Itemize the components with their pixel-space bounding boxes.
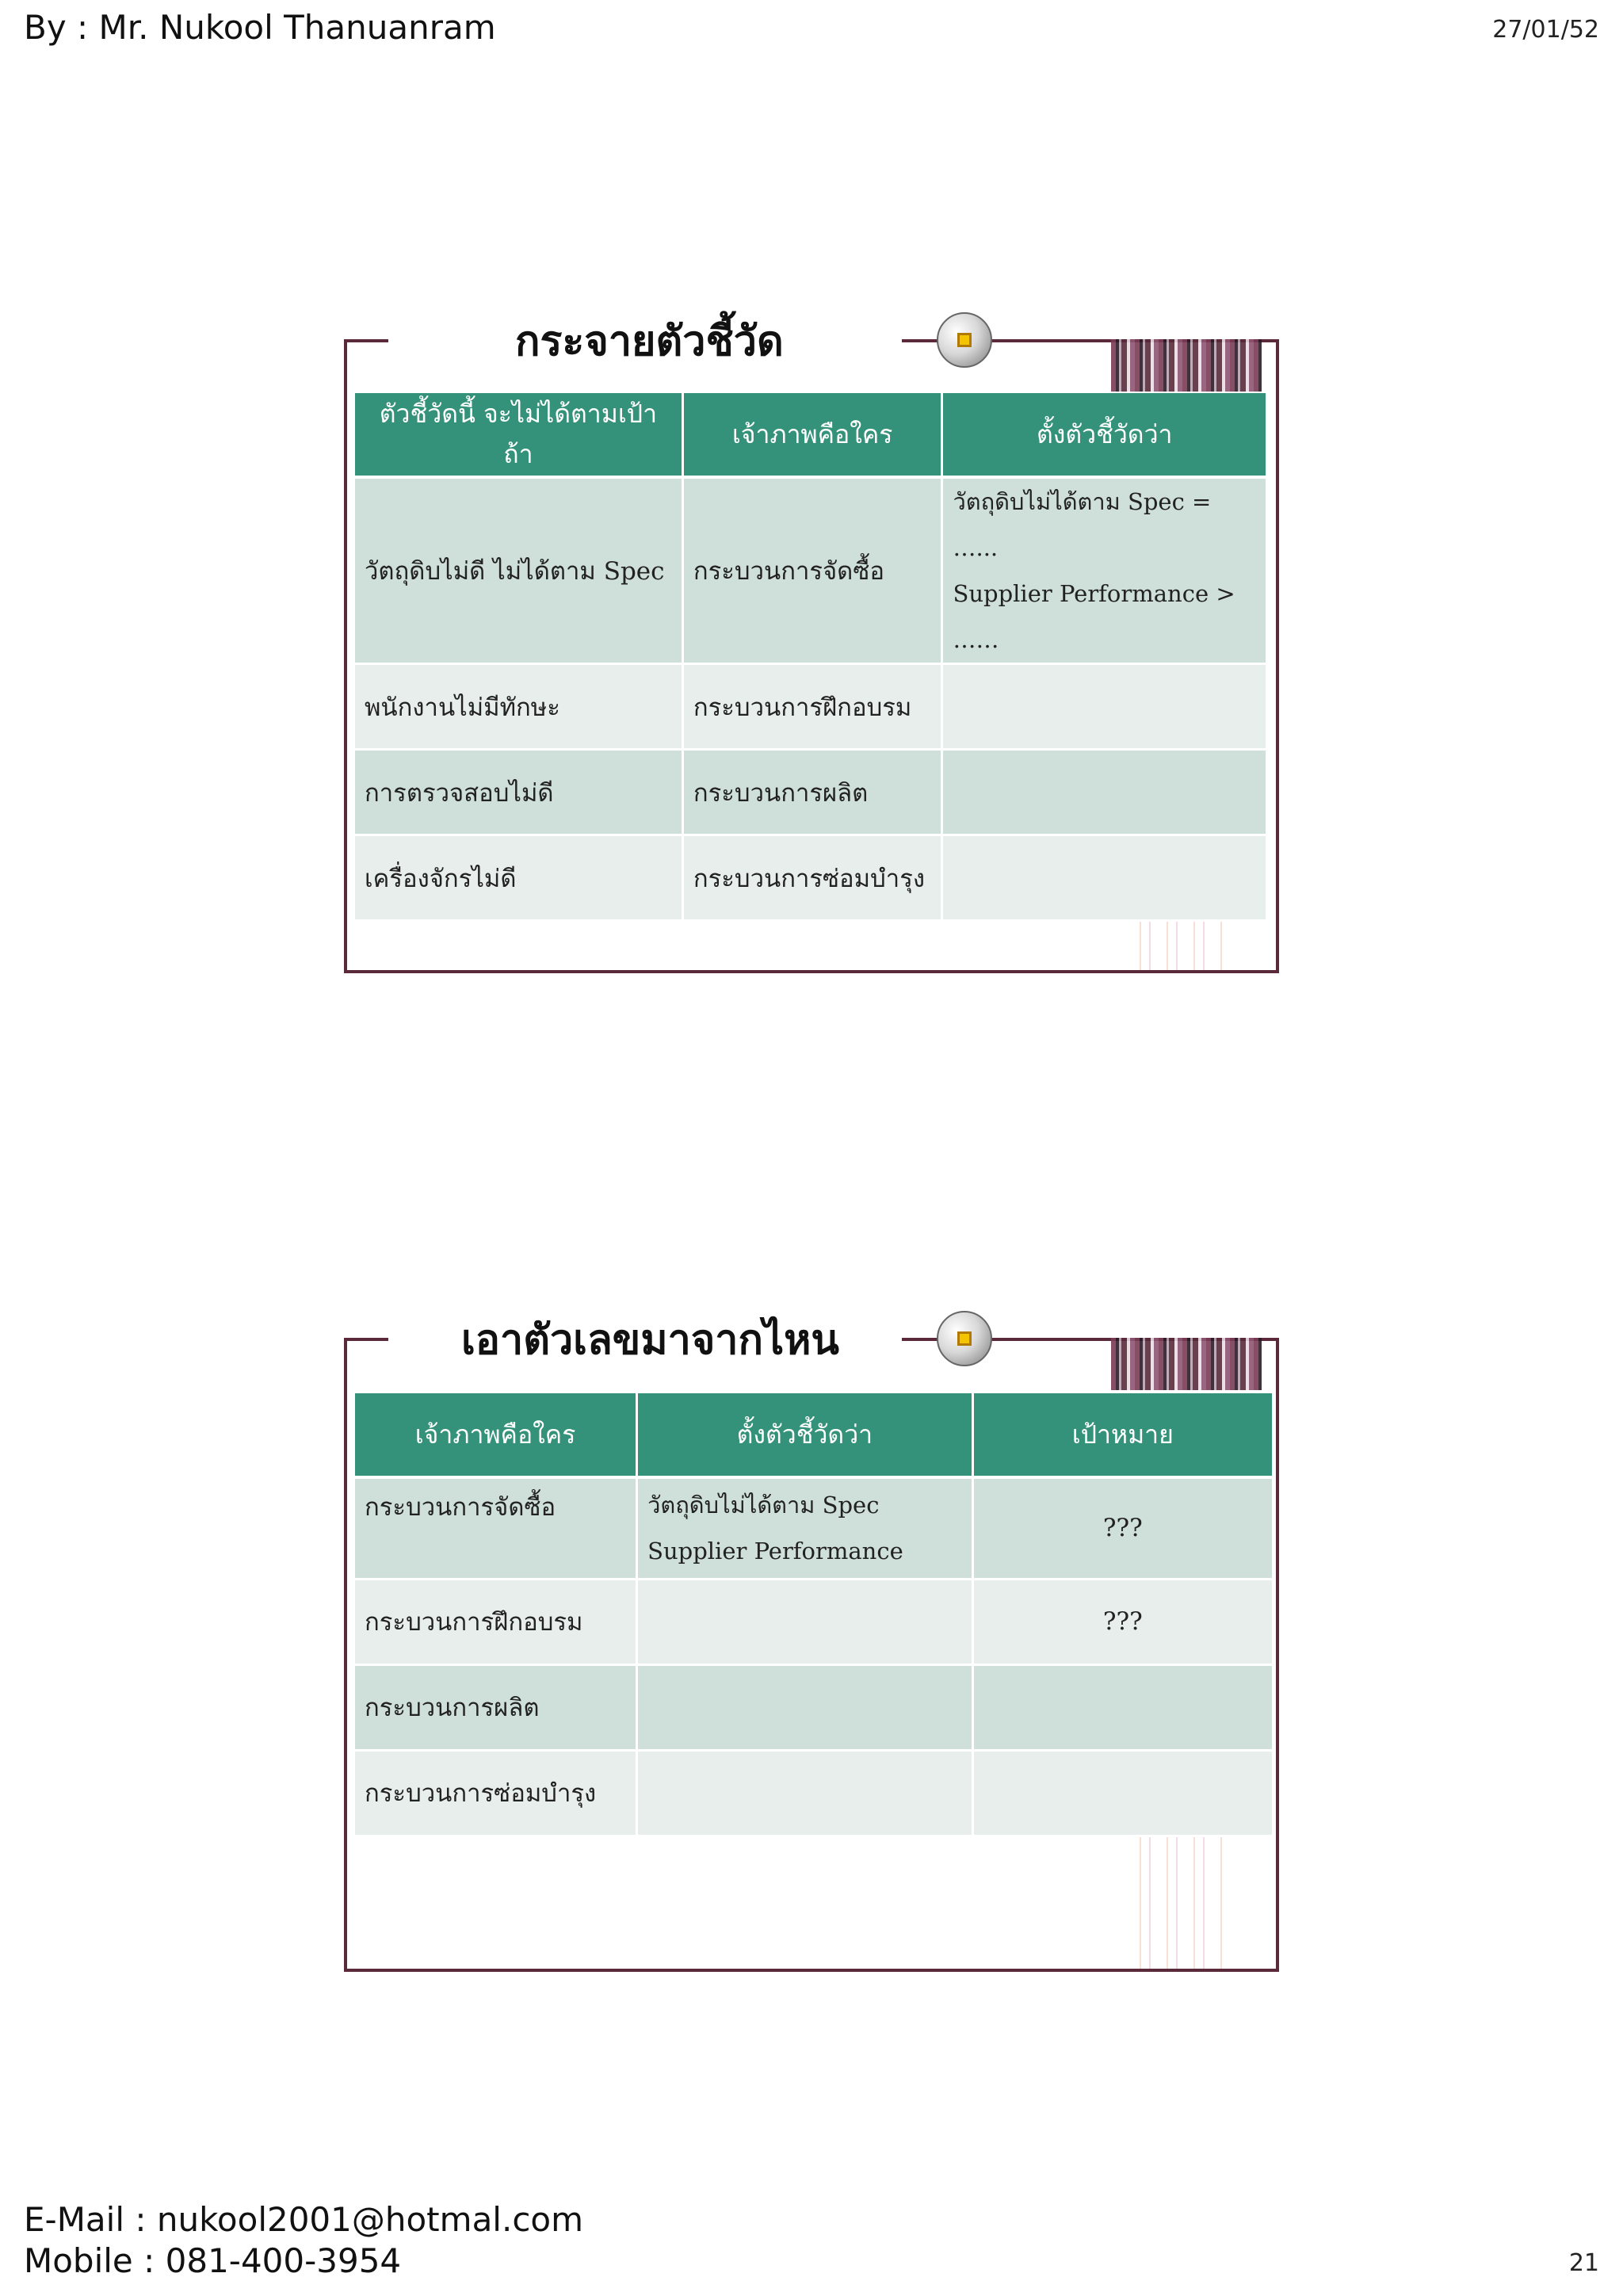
decorative-stripes bbox=[1133, 1834, 1228, 1969]
indicator-table bbox=[355, 393, 1268, 922]
column-header: เจ้าภาพคือใคร bbox=[355, 1393, 637, 1477]
bullet-icon bbox=[937, 312, 992, 368]
table-cell: ??? bbox=[972, 1477, 1273, 1579]
table-row bbox=[355, 1477, 1274, 1579]
table-cell: วัตถุดิบไม่ดี ไม่ได้ตาม Spec bbox=[355, 477, 682, 664]
table-cell: กระบวนการซ่อมบำรุง bbox=[682, 835, 942, 921]
table-cell: กระบวนการฝึกอบรม bbox=[682, 664, 942, 750]
table-cell: กระบวนการผลิต bbox=[355, 1664, 637, 1750]
footer-email: E-Mail : nukool2001@hotmal.com bbox=[24, 2200, 584, 2239]
table-cell: ??? bbox=[972, 1579, 1273, 1664]
table-cell bbox=[972, 1664, 1273, 1750]
slide-frame-line bbox=[344, 339, 388, 342]
table-cell: กระบวนการจัดซื้อ bbox=[682, 477, 942, 664]
table-cell bbox=[942, 750, 1267, 835]
table-cell bbox=[637, 1477, 973, 1579]
cell-line: วัตถุดิบไม่ได้ตาม Spec = …... bbox=[953, 488, 1212, 561]
slide-1-title: กระจายตัวชี้วัด bbox=[515, 318, 784, 365]
table-cell: พนักงานไม่มีทักษะ bbox=[355, 664, 682, 750]
table-cell: กระบวนการฝึกอบรม bbox=[355, 1579, 637, 1664]
table-cell bbox=[637, 1664, 973, 1750]
slide-2 bbox=[344, 1316, 1279, 1972]
table-cell: เครื่องจักรไม่ดี bbox=[355, 835, 682, 921]
bullet-icon bbox=[937, 1311, 992, 1366]
footer-mobile: Mobile : 081-400-3954 bbox=[24, 2241, 402, 2280]
column-header: ตั้งตัวชี้วัดว่า bbox=[637, 1393, 973, 1477]
table-cell: กระบวนการจัดซื้อ bbox=[355, 1477, 637, 1579]
slide-frame-line bbox=[344, 1338, 388, 1341]
table-cell bbox=[942, 835, 1267, 921]
table-cell bbox=[942, 477, 1267, 664]
table-cell bbox=[637, 1750, 973, 1836]
table-row bbox=[355, 1664, 1274, 1750]
slide-1 bbox=[344, 318, 1279, 973]
decorative-stripes bbox=[1111, 1338, 1262, 1390]
cell-line: Supplier Performance bbox=[647, 1538, 903, 1565]
table-cell bbox=[637, 1579, 973, 1664]
date-header: 27/01/52 bbox=[1492, 16, 1599, 44]
column-header: ตัวชี้วัดนี้ จะไม่ได้ตามเป้า ถ้า bbox=[355, 393, 682, 477]
table-cell bbox=[972, 1750, 1273, 1836]
slide-2-title: เอาตัวเลขมาจากไหน bbox=[461, 1316, 839, 1364]
table-row bbox=[355, 477, 1267, 664]
column-header: เป้าหมาย bbox=[972, 1393, 1273, 1477]
target-table bbox=[355, 1393, 1274, 1837]
table-row bbox=[355, 750, 1267, 835]
table-cell bbox=[942, 664, 1267, 750]
author-header: By : Mr. Nukool Thanuanram bbox=[24, 8, 496, 47]
table-row bbox=[355, 1750, 1274, 1836]
cell-line: วัตถุดิบไม่ได้ตาม Spec bbox=[647, 1492, 880, 1519]
table-cell: กระบวนการผลิต bbox=[682, 750, 942, 835]
decorative-stripes bbox=[1111, 339, 1262, 392]
column-header: ตั้งตัวชี้วัดว่า bbox=[942, 393, 1267, 477]
cell-line: Supplier Performance > …… bbox=[953, 580, 1235, 653]
column-header: เจ้าภาพคือใคร bbox=[682, 393, 942, 477]
table-row bbox=[355, 1579, 1274, 1664]
table-cell: การตรวจสอบไม่ดี bbox=[355, 750, 682, 835]
table-row bbox=[355, 835, 1267, 921]
table-row bbox=[355, 664, 1267, 750]
table-cell: กระบวนการซ่อมบำรุง bbox=[355, 1750, 637, 1836]
page-number: 21 bbox=[1568, 2249, 1599, 2277]
